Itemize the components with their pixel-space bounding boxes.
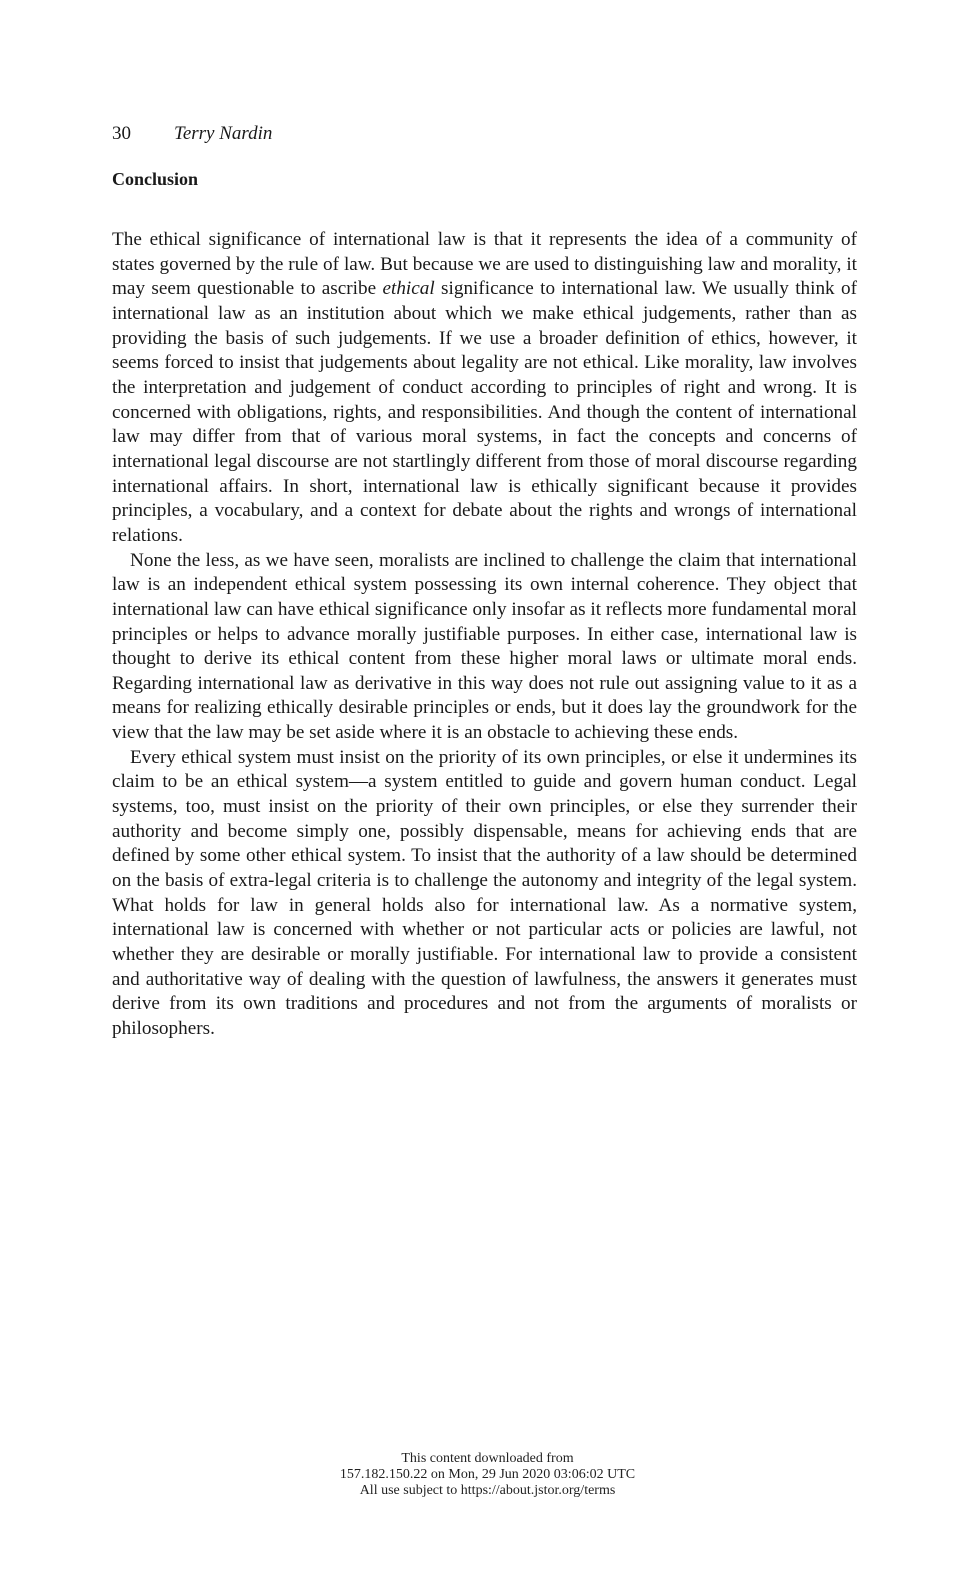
footer-line-3: All use subject to https://about.jstor.org/terms xyxy=(359,1483,616,1498)
running-head-author: Terry Nardin xyxy=(174,123,273,144)
page-number: 30 xyxy=(112,123,131,144)
footer-line-2: 157.182.150.22 on Mon, 29 Jun 2020 03:06:02 UTC xyxy=(339,1467,636,1482)
section-heading: Conclusion xyxy=(112,169,199,189)
paragraph-1-text-a: The ethical significance of international law is that it represents the idea of a community of states governed by the rule of law. But because we are used to distinguishing law and morality, it may seem questionable to ascribe xyxy=(112,229,857,300)
paragraph-3: Every ethical system must insist on the priority of its own principles, or else it undermines its claim to be an ethical system—a system entitled to guide and govern human conduct. Legal systems, too, must insist on the priority of their own principles, or else they surrender their authority and become simply one, possibly dispensable, means for achieving ends that are defined by some other ethical system. To insist that the authority of a law should be determined on the basis of extra-legal criteria is to challenge the autonomy and integrity of the legal system. What holds for law in general holds also for international law. As a normative system, international law is concerned with whether or not particular acts or policies are lawful, not whether they are desirable or morally justifiable. For international law to provide a consistent and authoritative way of dealing with the question of lawfulness, the answers it generates must derive from its own traditions and procedures and not from the arguments of moralists or philosophers. xyxy=(112,746,857,1039)
footer-line-1: This content downloaded from xyxy=(401,1451,574,1466)
emphasis-ethical: ethical xyxy=(382,278,435,300)
running-head xyxy=(112,122,272,146)
paragraph-1 xyxy=(112,228,857,549)
paragraph-2: None the less, as we have seen, moralists are inclined to challenge the claim that international law is an independent ethical system possessing its own internal coherence. They object that international law can have ethical significance only insofar as it reflects more fundamental moral principles or helps to advance morally justifiable purposes. In either case, international law is thought to derive its ethical content from these higher moral laws or ultimate moral ends. Regarding international law as derivative in this way does not rule out assigning value to it as a means for realizing ethically desirable principles or ends, but it does lay the groundwork for the view that the law may be set aside where it is an obstacle to achieving these ends. xyxy=(112,549,857,744)
download-footer xyxy=(0,1451,975,1499)
body-text xyxy=(112,228,857,1042)
paragraph-1-text-b: significance to international law. We usually think of international law as an institution about which we make ethical judgements, rather than as providing the basis of such judgements. If we use a broader definition of ethics, however, it seems forced to insist that judgements about legality are not ethical. Like morality, law involves the interpretation and judgement of conduct according to principles of right and wrong. It is concerned with obligations, rights, and responsibilities. And though the content of international law may differ from that of various moral systems, in fact the concepts and concerns of international legal discourse are not startlingly different from those of moral discourse regarding international affairs. In short, international law is ethically significant because it provides principles, a vocabulary, and a context for debate about the rights and wrongs of international relations. xyxy=(112,278,857,546)
